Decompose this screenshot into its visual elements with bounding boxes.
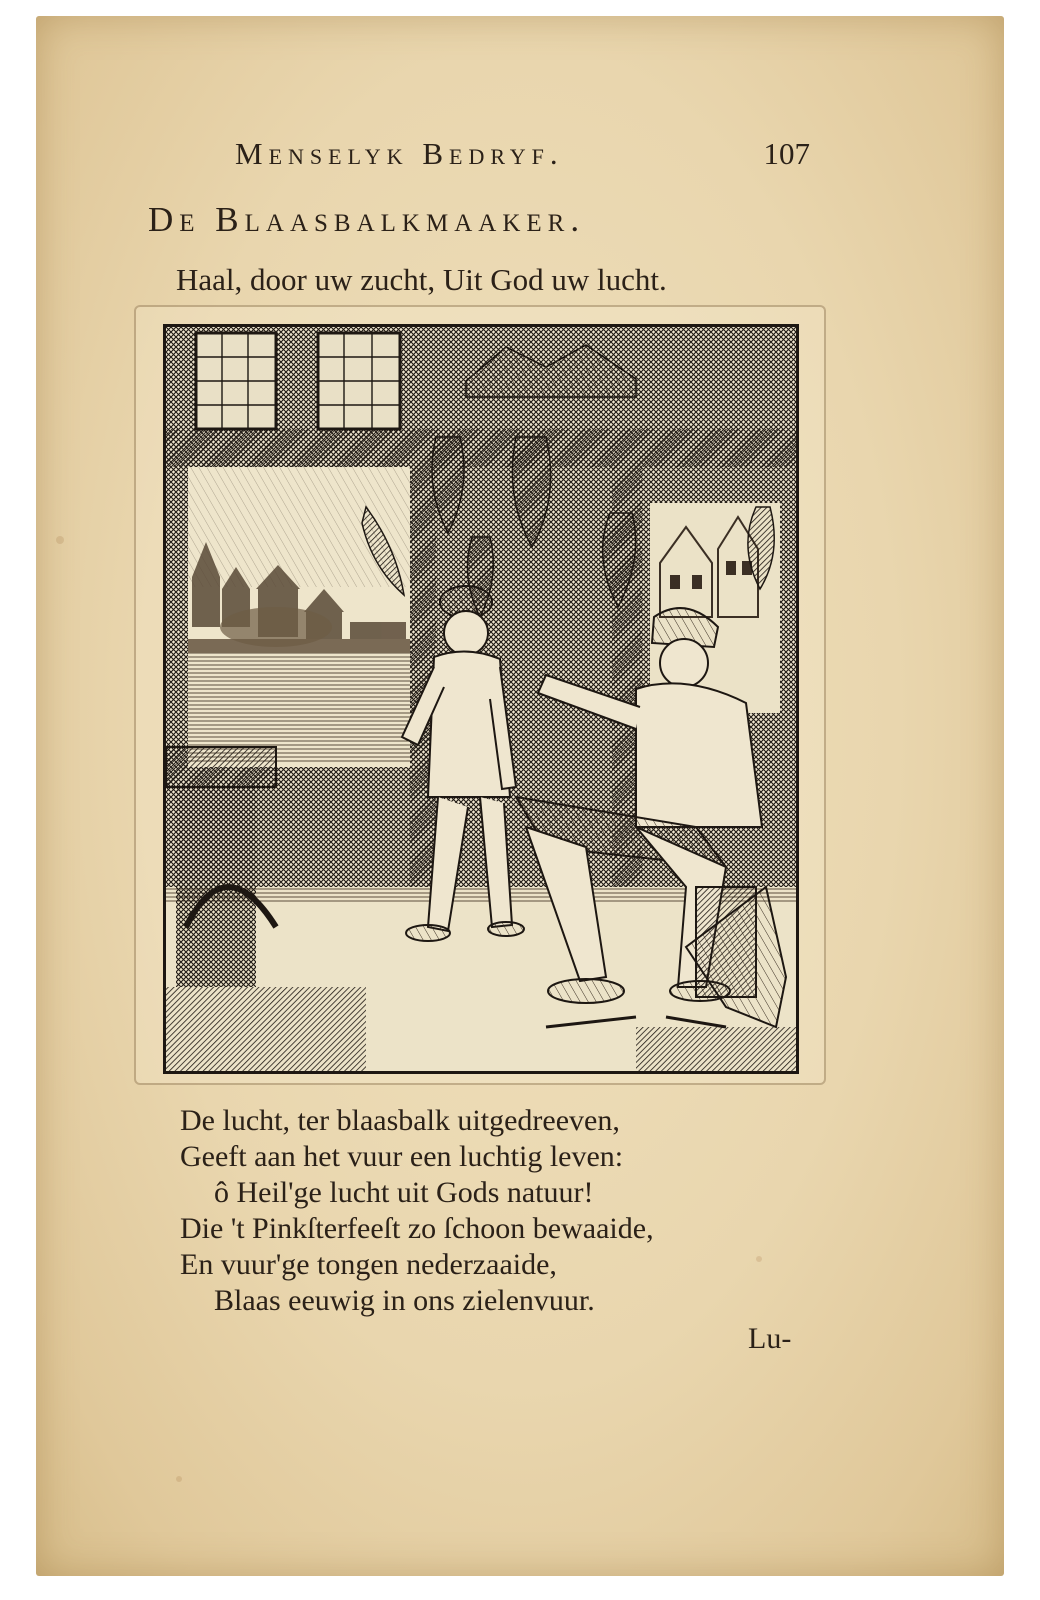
running-head xyxy=(200,118,810,171)
verse-line: Die 't Pinkſterfeeſt zo ſchoon bewaaide, xyxy=(180,1212,654,1245)
catchword: Lu- xyxy=(748,1322,792,1355)
motto: Haal, door uw zucht, Uit God uw lucht. xyxy=(176,262,667,297)
verse-line: ô Heil'ge lucht uit Gods natuur! xyxy=(214,1176,594,1209)
chapter-title: De Blaasbalkmaaker. xyxy=(148,200,586,239)
running-title: Menselyk Bedryf. xyxy=(235,136,564,171)
page-number: 107 xyxy=(763,136,810,171)
verse xyxy=(180,1103,880,1319)
verse-line: En vuur'ge tongen nederzaaide, xyxy=(180,1248,557,1281)
verse-line: De lucht, ter blaasbalk uitgedreeven, xyxy=(180,1104,620,1137)
engraving-illustration-icon xyxy=(163,324,799,1074)
verse-line: Blaas eeuwig in ons zielenvuur. xyxy=(214,1284,595,1317)
verse-line: Geeft aan het vuur een luchtig leven: xyxy=(180,1140,624,1173)
